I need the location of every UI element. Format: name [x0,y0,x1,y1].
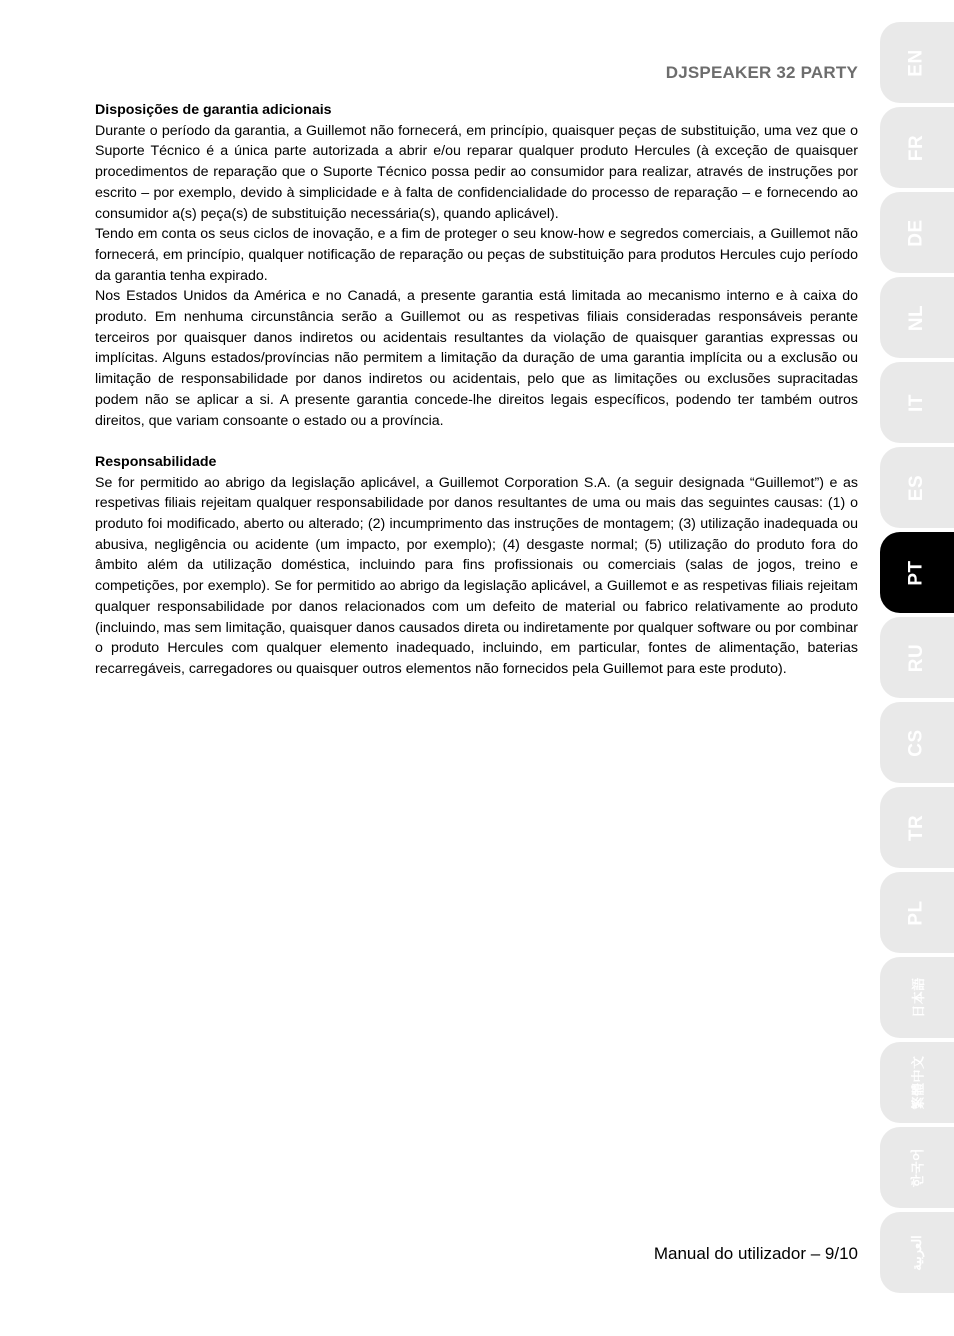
document-body [95,100,858,680]
tab-label: ES [905,474,927,501]
section-spacer [95,431,858,452]
tab-label: FR [905,134,927,161]
language-tab-pl[interactable] [880,872,954,953]
language-tab-it[interactable] [880,362,954,443]
paragraph: Nos Estados Unidos da América e no Canadá, a presente garantia está limitada ao mecanismo interno e à caixa do produto. Em nenhuma circunstância serão a Guillemot ou as respetivas filiais consideradas responsáveis perante terceiros por quaisquer danos indiretos ou acidentais resultantes da violação de quaisquer garantias expressas ou implícitas. Alguns estados/províncias não permitem a limitação da duração de uma garantia implícita ou a exclusão ou limitação de responsabilidade por danos indiretos ou acidentais, pelo que as limitações ou exclusões supracitadas podem não se aplicar a si. A presente garantia concede-lhe direitos legais específicos, podendo ter também outros direitos, que variam consoante o estado ou a província. [95,288,858,429]
tab-label: 日本語 [910,977,926,1018]
language-tab-es[interactable] [880,447,954,528]
tab-label: EN [906,48,927,77]
page-footer: Manual do utilizador – 9/10 [653,1244,858,1263]
language-tab-cs[interactable] [880,702,954,783]
tab-label: IT [905,393,927,412]
tab-label: RU [905,643,927,672]
tab-label: PT [906,559,927,586]
language-tab-pt[interactable] [880,532,954,613]
tab-label: العربية [909,1234,924,1271]
section-heading: Responsabilidade [95,453,217,470]
language-tab-nl[interactable] [880,277,954,358]
language-tab-tr[interactable] [880,787,954,868]
section-liability [95,452,858,680]
tab-label: 한국어 [910,1147,926,1188]
language-tab-en[interactable] [880,22,954,103]
language-tab-ja[interactable] [880,957,954,1038]
document-title: DJSPEAKER 32 PARTY [665,63,858,82]
section-additional-warranty [95,100,858,431]
language-tab-ru[interactable] [880,617,954,698]
tab-label: DE [906,218,927,247]
tab-label: NL [905,304,927,331]
section-heading: Disposições de garantia adicionais [95,102,332,118]
tab-label: PL [906,899,927,926]
paragraph: Durante o período da garantia, a Guillemot não fornecerá, em princípio, quaisquer peças de substituição, uma vez que o Suporte Técnico é a única parte autorizada a abrir e/ou reparar qualquer produto Hercules (à exceção de quaisquer procedimentos de reparação que o Suporte Técnico possa pedir ao consumidor para realizar, através de instruções por escrito – por exemplo, devido à simplicidade e à falta de confidencialidade do processo de reparação – e fornecendo ao consumidor a(s) peça(s) de substituição necessária(s), quando aplicável). [95,122,858,222]
language-tab-ar[interactable] [880,1212,954,1293]
language-tab-de[interactable] [880,192,954,273]
tab-label: TR [905,814,927,841]
tab-label: 繁體中文 [910,1055,926,1110]
tab-label: CS [906,728,927,757]
language-tabs [880,22,954,1297]
language-tab-zh[interactable] [880,1042,954,1123]
paragraph: Se for permitido ao abrigo da legislação aplicável, a Guillemot Corporation S.A. (a seguir designada “Guillemot”) e as respetivas filiais rejeitam qualquer responsabilidade por danos resultantes de uma ou mais das seguintes causas: (1) o produto foi modificado, aberto ou alterado; (2) incumprimento das instruções de montagem; (3) utilização inadequada ou abusiva, negligência ou acidente (um impacto, por exemplo); (4) desgaste normal; (5) utilização do produto fora do âmbito além da utilização doméstica, incluindo para fins profissionais ou comerciais (salas de jogos, treino e competições, por exemplo). Se for permitido ao abrigo da legislação aplicável, a Guillemot e as respetivas filiais rejeitam qualquer responsabilidade por danos relacionados com um defeito de material ou fabrico relativamente ao produto (incluindo, mas sem limitação, quaisquer danos causados direta ou indiretamente por qualquer software ou por combinar o produto Hercules com qualquer elemento inadequado, incluindo, em particular, fontes de alimentação, baterias recarregáveis, carregadores ou quaisquer outros elementos não fornecidos pela Guillemot para este produto). [95,474,858,677]
language-tab-ko[interactable] [880,1127,954,1208]
language-tab-fr[interactable] [880,107,954,188]
paragraph: Tendo em conta os seus ciclos de inovação, e a fim de proteger o seu know-how e segredos comerciais, a Guillemot não fornecerá, em princípio, qualquer notificação de reparação ou peças de substituição para produtos Hercules cujo período da garantia tenha expirado. [95,226,858,284]
